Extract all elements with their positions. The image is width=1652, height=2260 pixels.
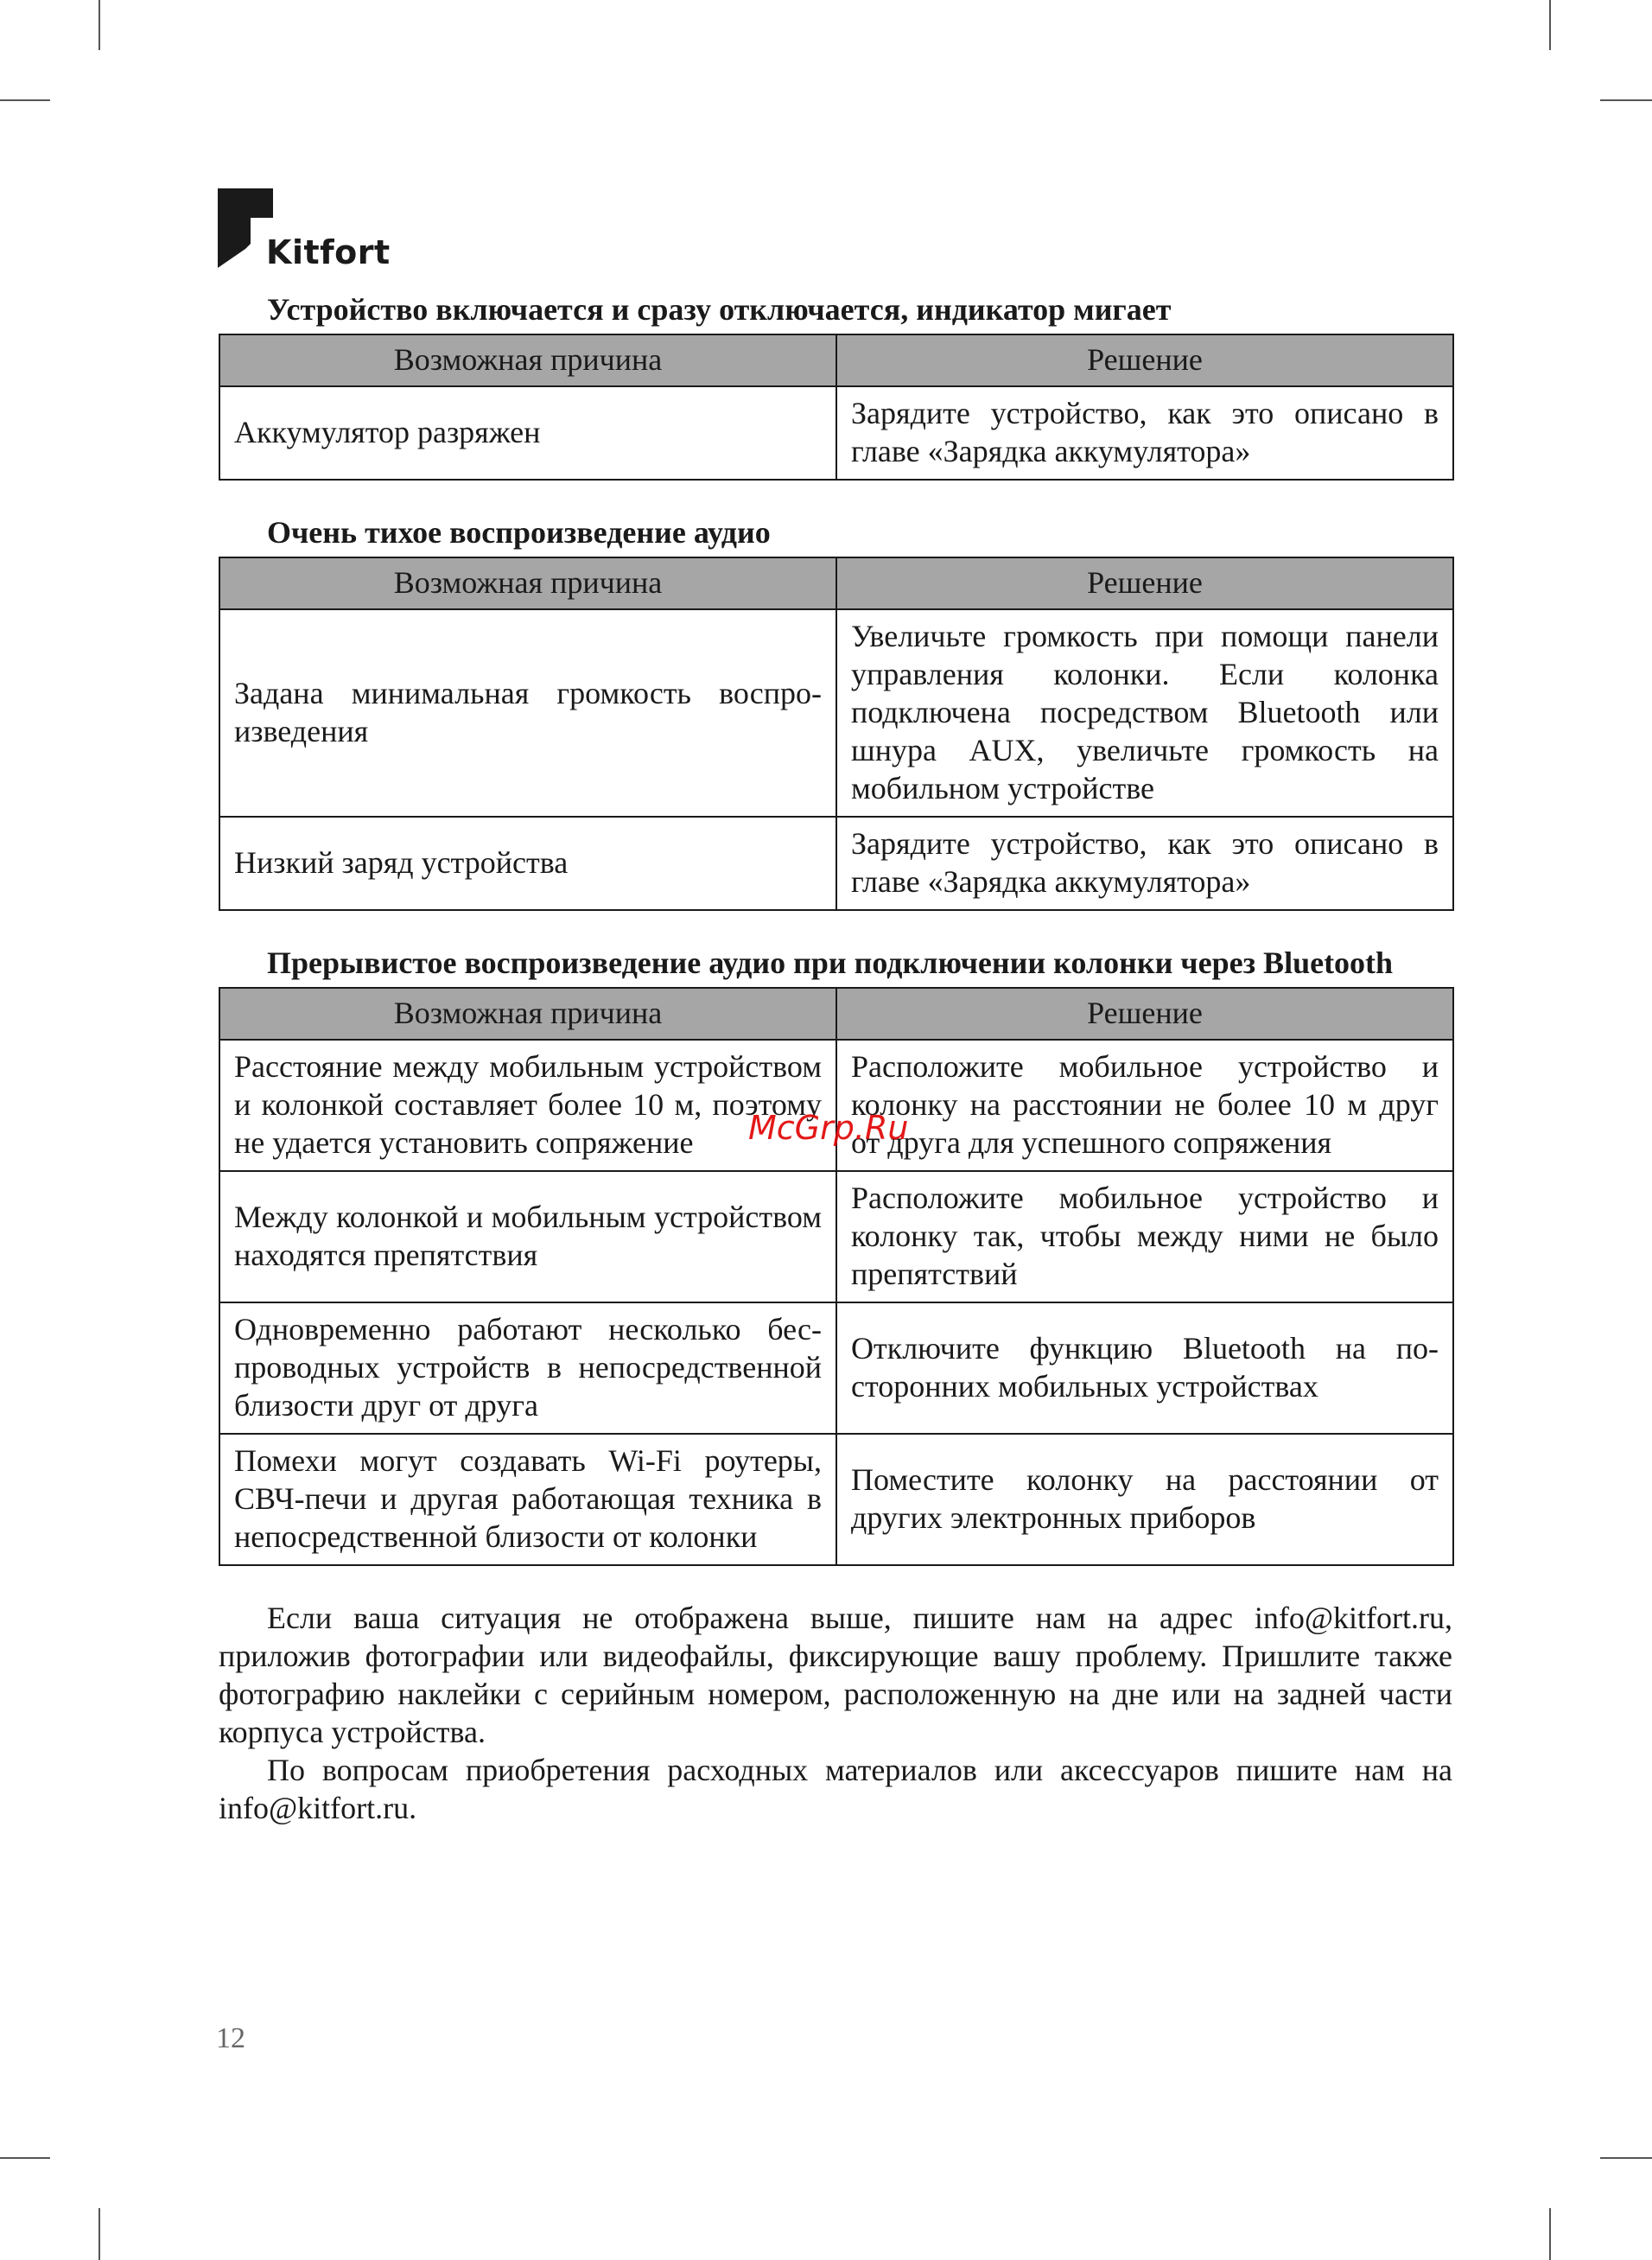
- solution-cell: Зарядите устройство, как это описано в главе «Зарядка аккумулятора»: [836, 386, 1453, 480]
- crop-mark: [1600, 99, 1652, 101]
- contact-paragraph: Если ваша ситуация не отображена выше, пишите нам на адрес info@kitfort.ru, приложив фотографии или видеофайлы, фиксирующие вашу проблему. Пришлите также фотографию наклейки с серийным номером, расположенную на дне или на задней части корпуса устройства.: [219, 1601, 1452, 1749]
- cause-cell: Низкий заряд устройства: [219, 817, 836, 910]
- crop-mark: [98, 0, 100, 50]
- solution-cell: Увеличьте громкость при помощи панели управления колонки. Если колонка подключена посредством Bluetooth или шнура AUX, увеличьте громкость на мобильном устройстве: [836, 609, 1453, 817]
- watermark: McGrp.Ru: [748, 1109, 909, 1147]
- document-body: [219, 290, 1452, 1827]
- cause-cell: Между колонкой и мобильным устройством находятся препятствия: [219, 1171, 836, 1302]
- table-row: [219, 1434, 1453, 1565]
- table-header-row: [219, 557, 1453, 609]
- crop-mark: [0, 99, 50, 101]
- crop-mark: [1549, 0, 1551, 50]
- solution-cell: Зарядите устройство, как это описано в главе «Зарядка аккумулятора»: [836, 817, 1453, 910]
- header-solution: Решение: [836, 988, 1453, 1040]
- troubleshooting-table: [219, 334, 1454, 481]
- solution-cell: Отключите функцию Bluetooth на посторонних мобильных устройствах: [836, 1302, 1453, 1434]
- table-row: [219, 1171, 1453, 1302]
- table-row: [219, 386, 1453, 480]
- cause-cell: Одновременно работают несколько беспроводных устройств в непосредственной близости друг от друга: [219, 1302, 836, 1434]
- troubleshooting-table: [219, 557, 1454, 911]
- cause-cell: Аккумулятор разряжен: [219, 386, 836, 480]
- header-cause: Возможная причина: [219, 988, 836, 1040]
- table-row: [219, 609, 1453, 817]
- header-solution: Решение: [836, 557, 1453, 609]
- crop-mark: [0, 2157, 50, 2159]
- solution-cell: Поместите колонку на расстоянии от других электронных приборов: [836, 1434, 1453, 1565]
- brand-name: Kitfort: [266, 233, 391, 271]
- brand-logo: [218, 188, 391, 275]
- header-cause: Возможная причина: [219, 334, 836, 386]
- page-number: 12: [216, 2022, 245, 2054]
- solution-cell: Расположите мобильное устройство и колонку на расстоянии не более 10 м друг от друга для успешного сопряжения: [836, 1040, 1453, 1171]
- table-header-row: [219, 334, 1453, 386]
- header-solution: Решение: [836, 334, 1453, 386]
- crop-mark: [1600, 2157, 1652, 2159]
- troubleshooting-table: [219, 987, 1454, 1566]
- table-header-row: [219, 988, 1453, 1040]
- table-row: [219, 817, 1453, 910]
- accessories-paragraph: По вопросам приобретения расходных материалов или аксессуаров пишите нам на info@kitfort.ru.: [219, 1753, 1452, 1825]
- cause-cell: Задана минимальная громкость воспроизведения: [219, 609, 836, 817]
- section-title: Устройство включается и сразу отключается, индикатор мигает: [267, 292, 1172, 327]
- section-title: Очень тихое воспроизведение аудио: [267, 515, 771, 550]
- crop-mark: [1549, 2208, 1551, 2260]
- table-row: [219, 1040, 1453, 1171]
- solution-cell: Расположите мобильное устройство и колонку так, чтобы между ними не было препятствий: [836, 1171, 1453, 1302]
- cause-cell: Расстояние между мобильным устройством и колонкой составляет более 10 м, поэтому не удается установить сопряжение: [219, 1040, 836, 1171]
- kitfort-logo-icon: [218, 188, 273, 268]
- header-cause: Возможная причина: [219, 557, 836, 609]
- crop-mark: [98, 2208, 100, 2260]
- table-row: [219, 1302, 1453, 1434]
- cause-cell: Помехи могут создавать Wi-Fi роутеры, СВЧ-печи и другая работающая техника в непосредственной близости от колонки: [219, 1434, 836, 1565]
- section-title: Прерывистое воспроизведение аудио при подключении колонки через Bluetooth: [267, 945, 1394, 980]
